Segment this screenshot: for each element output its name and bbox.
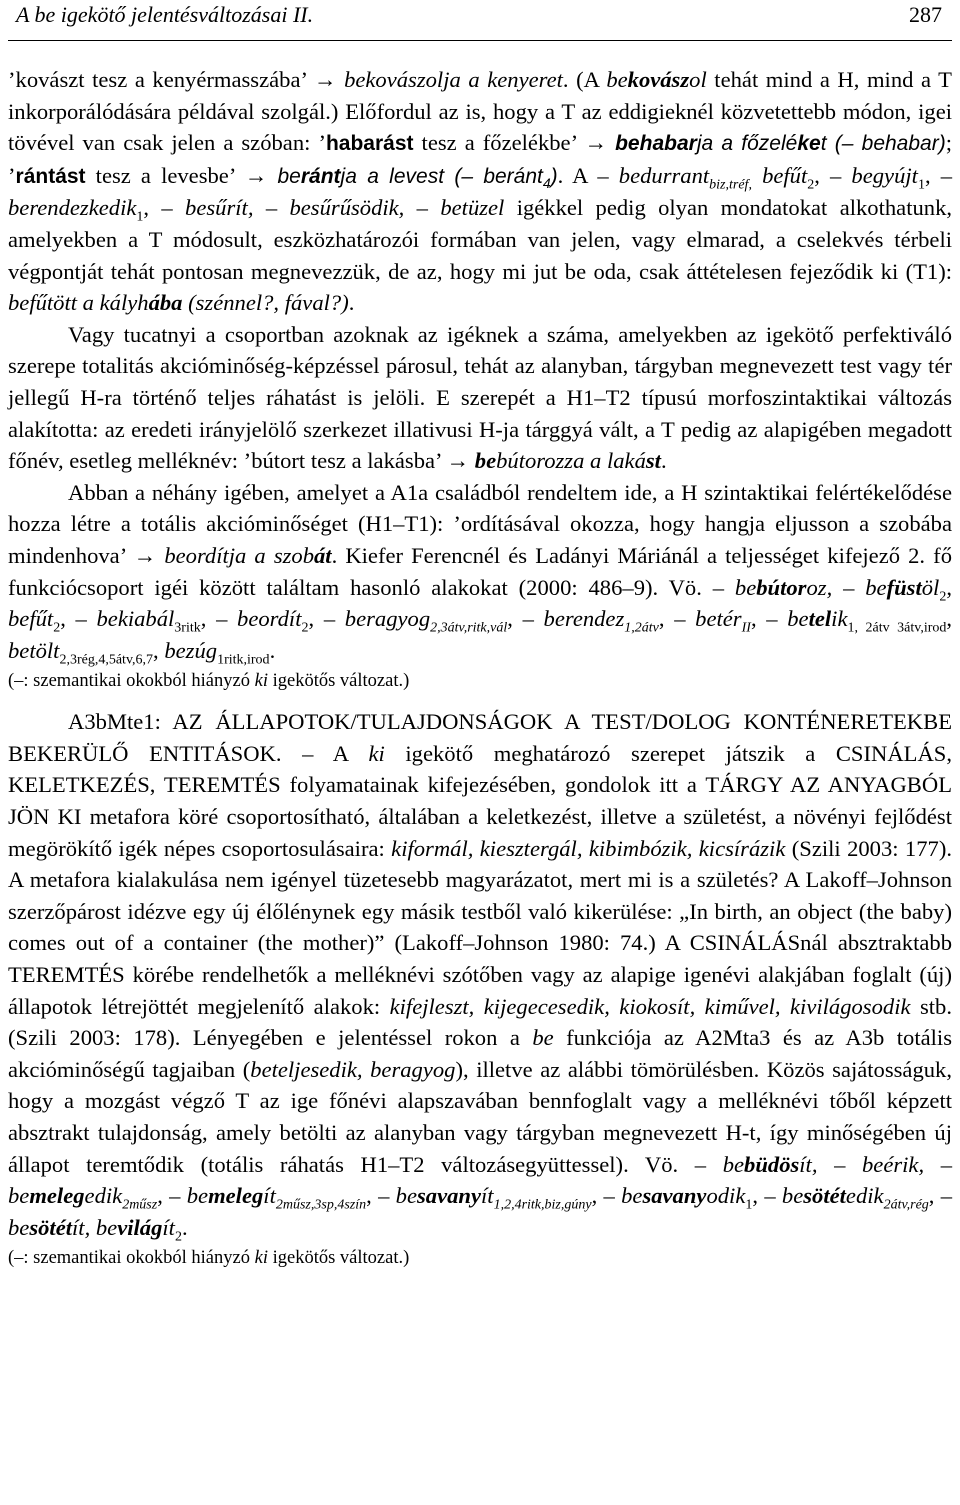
running-title: A be igekötő jelentésváltozásai II. [16,2,314,27]
paragraph-3: Abban a néhány igében, amelyet a A1a családból rendeltem ide, a H szintaktikai felértékelődése hozza létre a totális akcióminőséget (H1–T1): ’ordításával okozza, hogy hangja eljusson a szobába mindenhova’ → beordítja a szobát. Kiefer Ferencnél és Ladányi Máriánál a teljességet kifejező 2. fő funkciócsoport igéi között találtam hasonló alakokat (2000: 486–9). Vö. – bebútoroz, – befüstöl$_2$, befűt$_2$, – bekiabál$_{3ritk}$, – beordít$_2$, – beragyog$_{2,3átv,ritk,vál}$, – berendez$_{1,2átv}$, – betér$_{II}$, – betelik$_{1, 2átv 3átv,irod}$, betölt$_{2,3rég,4,5átv,6,7}$, bezúg$_{1ritk,irod}$. [8,479,953,668]
footnote-1: (–: szemantikai okokból hiányzó ki igekötős változat.) [8,671,410,692]
footnote-2: (–: szemantikai okokból hiányzó ki igekötős változat.) [8,1248,410,1269]
paragraph-2: Vagy tucatnyi a csoportban azoknak az igéknek a száma, amelyekben az igekötő perfektiváló szerepe totalitás akcióminőség-képzéssel párosul, tehát az alanyban, tárgyban megnevezett test vagy tér jellegű H-ra történő teljes ráhatást is jelöli. E szerepét a H1–T2 típusú morfoszintaktikai változás alakította: az eredeti irányjelölő szerkezet illativusi H-ja tárggyá vált, a T pedig az alapigében megadott főnév, esetleg melléknév: ’bútort tesz a lakásba’ → bebútorozza a lakást. [8,321,952,474]
body-text [8,64,952,1271]
page-number: 287 [909,2,942,27]
paragraph-1: ’kovászt tesz a kenyérmasszába’ → bekovászolja a kenyeret. (A bekovászol tehát mind a H, mind a T inkorporálódására példával szolgál.) Előfordul az is, hogy a T az eddigieknél közvetettebb módon, igei tövével van csak jelen a szóban: ’habarást tesz a főzelékbe’ → behabarja a főzeléket (– behabar); ’rántást tesz a levesbe’ → berántja a levest (– beránt$_4$). A – bedurrant$_{biz,tréf,}$ befűt$_2$, – begyújt$_1$, – berendezkedik$_1$, – besűrít, – besűrűsödik, – betüzel igékkel pedig olyan mondatokat alkothatunk, amelyekben a T módosult, eszközhatározói formában van jelen, vagy elmarad, a cselekvés térbeli végpontját tehát pontosan megnevezzük, de az, hogy mi jut be oda, csak áttételesen fejeződik ki (T1): befűtött a kályhába (szénnel?, fával?). [8,67,953,316]
paragraph-4: A3bMte1: AZ ÁLLAPOTOK/TULAJDONSÁGOK A TEST/DOLOG KONTÉNERETEKBE BEKERÜLŐ ENTITÁSOK. – A ki igekötő meghatározó szerepet játszik a CSINÁLÁS, KELETKEZÉS, TEREMTÉS folyamatainak kifejezésében, gondolok itt a TÁRGY AZ ANYAGBÓL JÖN KI metafora köré csoportosítható, általában a keletkezést, illetve a születést, a növényi fejlődést megörökítő igék népes csoportosulásaira: kiformál, kiesztergál, kibimbózik, kicsírázik (Szili 2003: 177). A metafora kialakulása nem igényel tüzetesebb magyarázatot, mert mi is a születés? A Lakoff–Johnson szerzőpárost idézve egy új élőlénynek egy másik testből való kikerülése: „In birth, an object (the baby) comes out of a container (the mother)” (Lakoff–Johnson 1980: 74.) A CSINÁLÁSnál absztraktabb TEREMTÉS körébe rendelhetők a melléknévi szótőben vagy az alapige igenévi alakjában foglalt (új) állapotok létrejöttét megjelenítő alakok: kifejleszt, kijegecesedik, kiokosít, kiművel, kivilágosodik stb. (Szili 2003: 178). Lényegében e jelentéssel rokon a be funkciója az A2Mta3 és az A3b totális akcióminőségű tagjaiban (beteljesedik, beragyog), illetve az alábbi tömörülésben. Közös sajátosságuk, hogy a mozgást végző T az ige főnévi alapszavában bennfoglalt vagy a melléknévi tőből képzett absztrakt tulajdonság, amely betölti az alanyban vagy tárgyban megnevezett H-t, így minőségében új állapot teremtődik (totális ráhatás H1–T2 változásegyüttessel). Vö. – bebüdösít, – beérik, – bemelegedik$_{2műsz}$, – bemelegít$_{2műsz,3sp,4szín}$, – besavanyít$_{1,2,4ritk,biz,gúny}$, – besavanyodik$_1$, – besötétedik$_{2átv,rég}$, – besötétít, bevilágít$_2$. [8,709,953,1245]
section-gap [8,694,952,706]
running-header [8,0,952,41]
